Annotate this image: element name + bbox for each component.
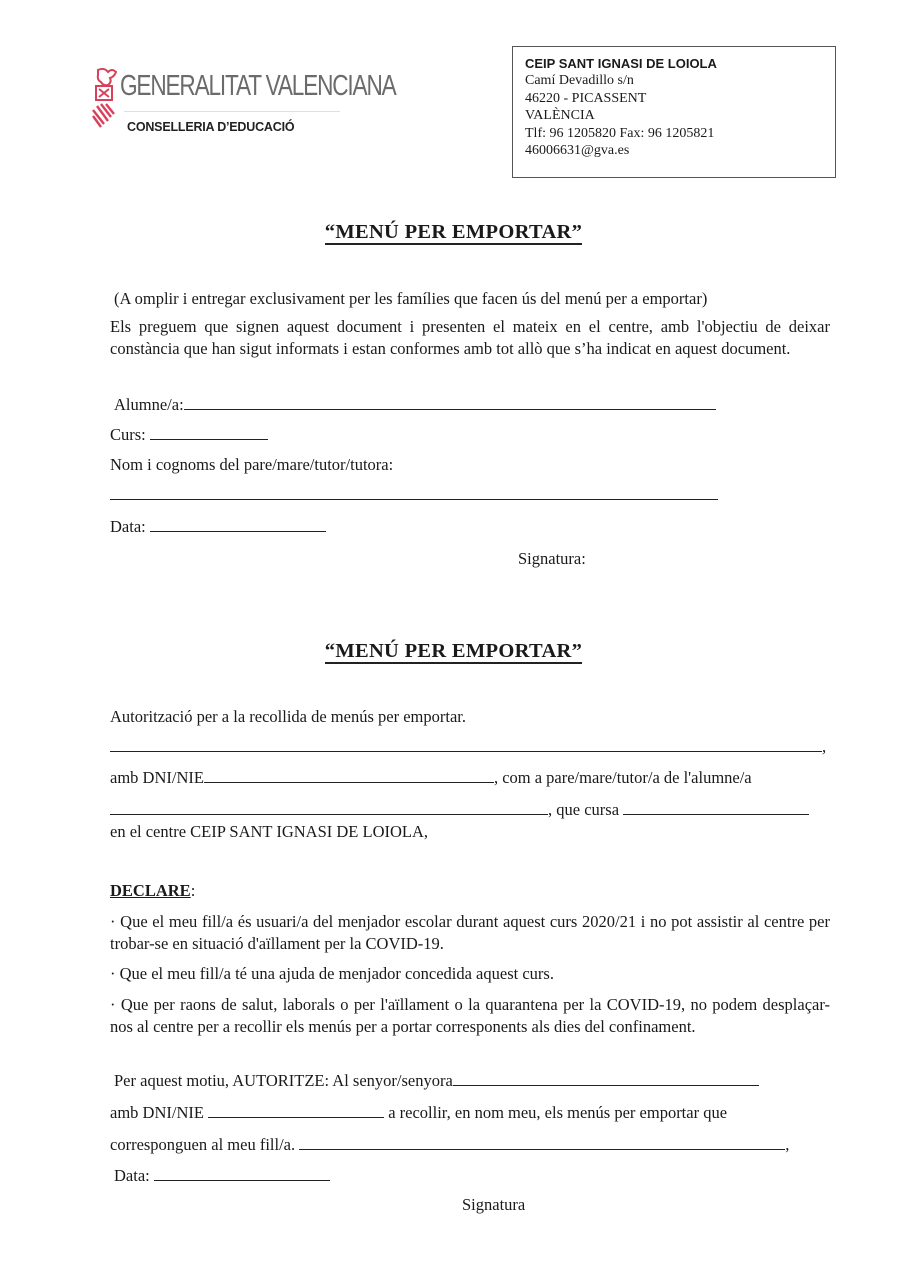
section1-note: (A omplir i entregar exclusivament per les famílies que facen ús del menú per a emportar) bbox=[114, 289, 708, 308]
date-input-line[interactable] bbox=[150, 530, 326, 532]
date-label: Data: bbox=[110, 517, 146, 536]
section1-title bbox=[0, 221, 907, 244]
school-phones: Tlf: 96 1205820 Fax: 96 1205821 bbox=[525, 125, 715, 141]
signature-label: Signatura: bbox=[518, 549, 586, 568]
centre-text: en el centre CEIP SANT IGNASI DE LOIOLA, bbox=[110, 822, 429, 841]
school-email: 46006631@gva.es bbox=[525, 143, 630, 159]
date-label-2: Data: bbox=[114, 1166, 150, 1185]
comma: , bbox=[785, 1135, 790, 1154]
student-field bbox=[114, 394, 716, 415]
student-input-line[interactable] bbox=[184, 408, 716, 410]
child-name-input-line[interactable] bbox=[299, 1148, 785, 1150]
date-field bbox=[110, 516, 326, 537]
dni-label: amb DNI/NIE bbox=[110, 768, 204, 787]
logo-divider bbox=[124, 111, 340, 112]
student-label: Alumne/a: bbox=[114, 395, 184, 414]
declare-label: DECLARE bbox=[110, 881, 191, 900]
course-input-line-2[interactable] bbox=[623, 813, 809, 815]
course-field bbox=[110, 424, 268, 445]
collect-text: a recollir, en nom meu, els menús per emportar que bbox=[388, 1103, 728, 1122]
student-name-input-line[interactable] bbox=[110, 813, 548, 815]
parent-name-input-line[interactable] bbox=[110, 499, 718, 500]
dni-input-line[interactable] bbox=[204, 781, 494, 783]
school-province: VALÈNCIA bbox=[525, 108, 595, 124]
section1-intro: Els preguem que signen aquest document i presenten el mateix en el centre, amb l'objectiu de deixar constància que han sigut informats i estan conformes amb tot allò que s’ha indicat en aquest document. bbox=[110, 317, 830, 358]
section2-title-text: “MENÚ PER EMPORTAR” bbox=[324, 640, 583, 662]
studies-text: , que cursa bbox=[548, 800, 620, 819]
logo-subtitle: CONSELLERIA D’EDUCACIÓ bbox=[127, 120, 295, 134]
school-name: CEIP SANT IGNASI DE LOIOLA bbox=[525, 56, 717, 71]
comma: , bbox=[822, 737, 827, 756]
section1-title-text: “MENÚ PER EMPORTAR” bbox=[324, 221, 583, 243]
parent-name-label: Nom i cognoms del pare/mare/tutor/tutora: bbox=[110, 455, 394, 474]
logo-title: GENERALITAT VALENCIANA bbox=[120, 70, 396, 102]
declaration-item: · Que el meu fill/a és usuari/a del menjador escolar durant aquest curs 2020/21 i no pot assistir al centre per trobar-se en situació d'aïllament per la COVID-19. bbox=[110, 912, 830, 953]
authorizer-name-input-line[interactable] bbox=[110, 750, 822, 752]
course-label: Curs: bbox=[110, 425, 146, 444]
correspond-text: corresponguen al meu fill/a. bbox=[110, 1135, 296, 1154]
student-course-field bbox=[110, 799, 809, 820]
school-postal-city: 46220 - PICASSENT bbox=[525, 90, 647, 106]
authorizer-name-field bbox=[110, 736, 826, 757]
signature-label-2: Signatura bbox=[462, 1195, 526, 1214]
authorized-person-input-line[interactable] bbox=[453, 1084, 759, 1086]
declaration-item: · Que el meu fill/a té una ajuda de menjador concedida aquest curs. bbox=[110, 964, 554, 983]
declare-heading bbox=[110, 880, 195, 901]
authorize-text: Per aquest motiu, AUTORITZE: Al senyor/senyora bbox=[114, 1071, 453, 1090]
declare-colon: : bbox=[190, 881, 196, 900]
dni-label-2: amb DNI/NIE bbox=[110, 1103, 204, 1122]
generalitat-logo bbox=[90, 66, 396, 136]
as-parent-text: , com a pare/mare/tutor/a de l'alumne/a bbox=[493, 768, 752, 787]
generalitat-emblem-icon bbox=[90, 66, 118, 130]
authorize-field bbox=[114, 1070, 759, 1091]
course-input-line[interactable] bbox=[150, 438, 268, 440]
date-input-line-2[interactable] bbox=[154, 1179, 330, 1181]
dni-field-2 bbox=[110, 1102, 727, 1123]
school-address-box bbox=[512, 46, 836, 178]
declaration-item: · Que per raons de salut, laborals o per l'aïllament o la quarantena per la COVID-19, no podem desplaçar-nos al centre per a recollir els menús per a portar corresponents als dies del confinament. bbox=[110, 995, 830, 1036]
dni-field bbox=[110, 767, 752, 788]
school-address: Camí Devadillo s/n bbox=[525, 73, 634, 89]
authorization-heading: Autorització per a la recollida de menús per emportar. bbox=[110, 707, 466, 726]
correspond-field bbox=[110, 1134, 789, 1155]
dni-input-line-2[interactable] bbox=[208, 1116, 384, 1118]
date-field-2 bbox=[114, 1165, 330, 1186]
section2-title bbox=[0, 640, 907, 663]
